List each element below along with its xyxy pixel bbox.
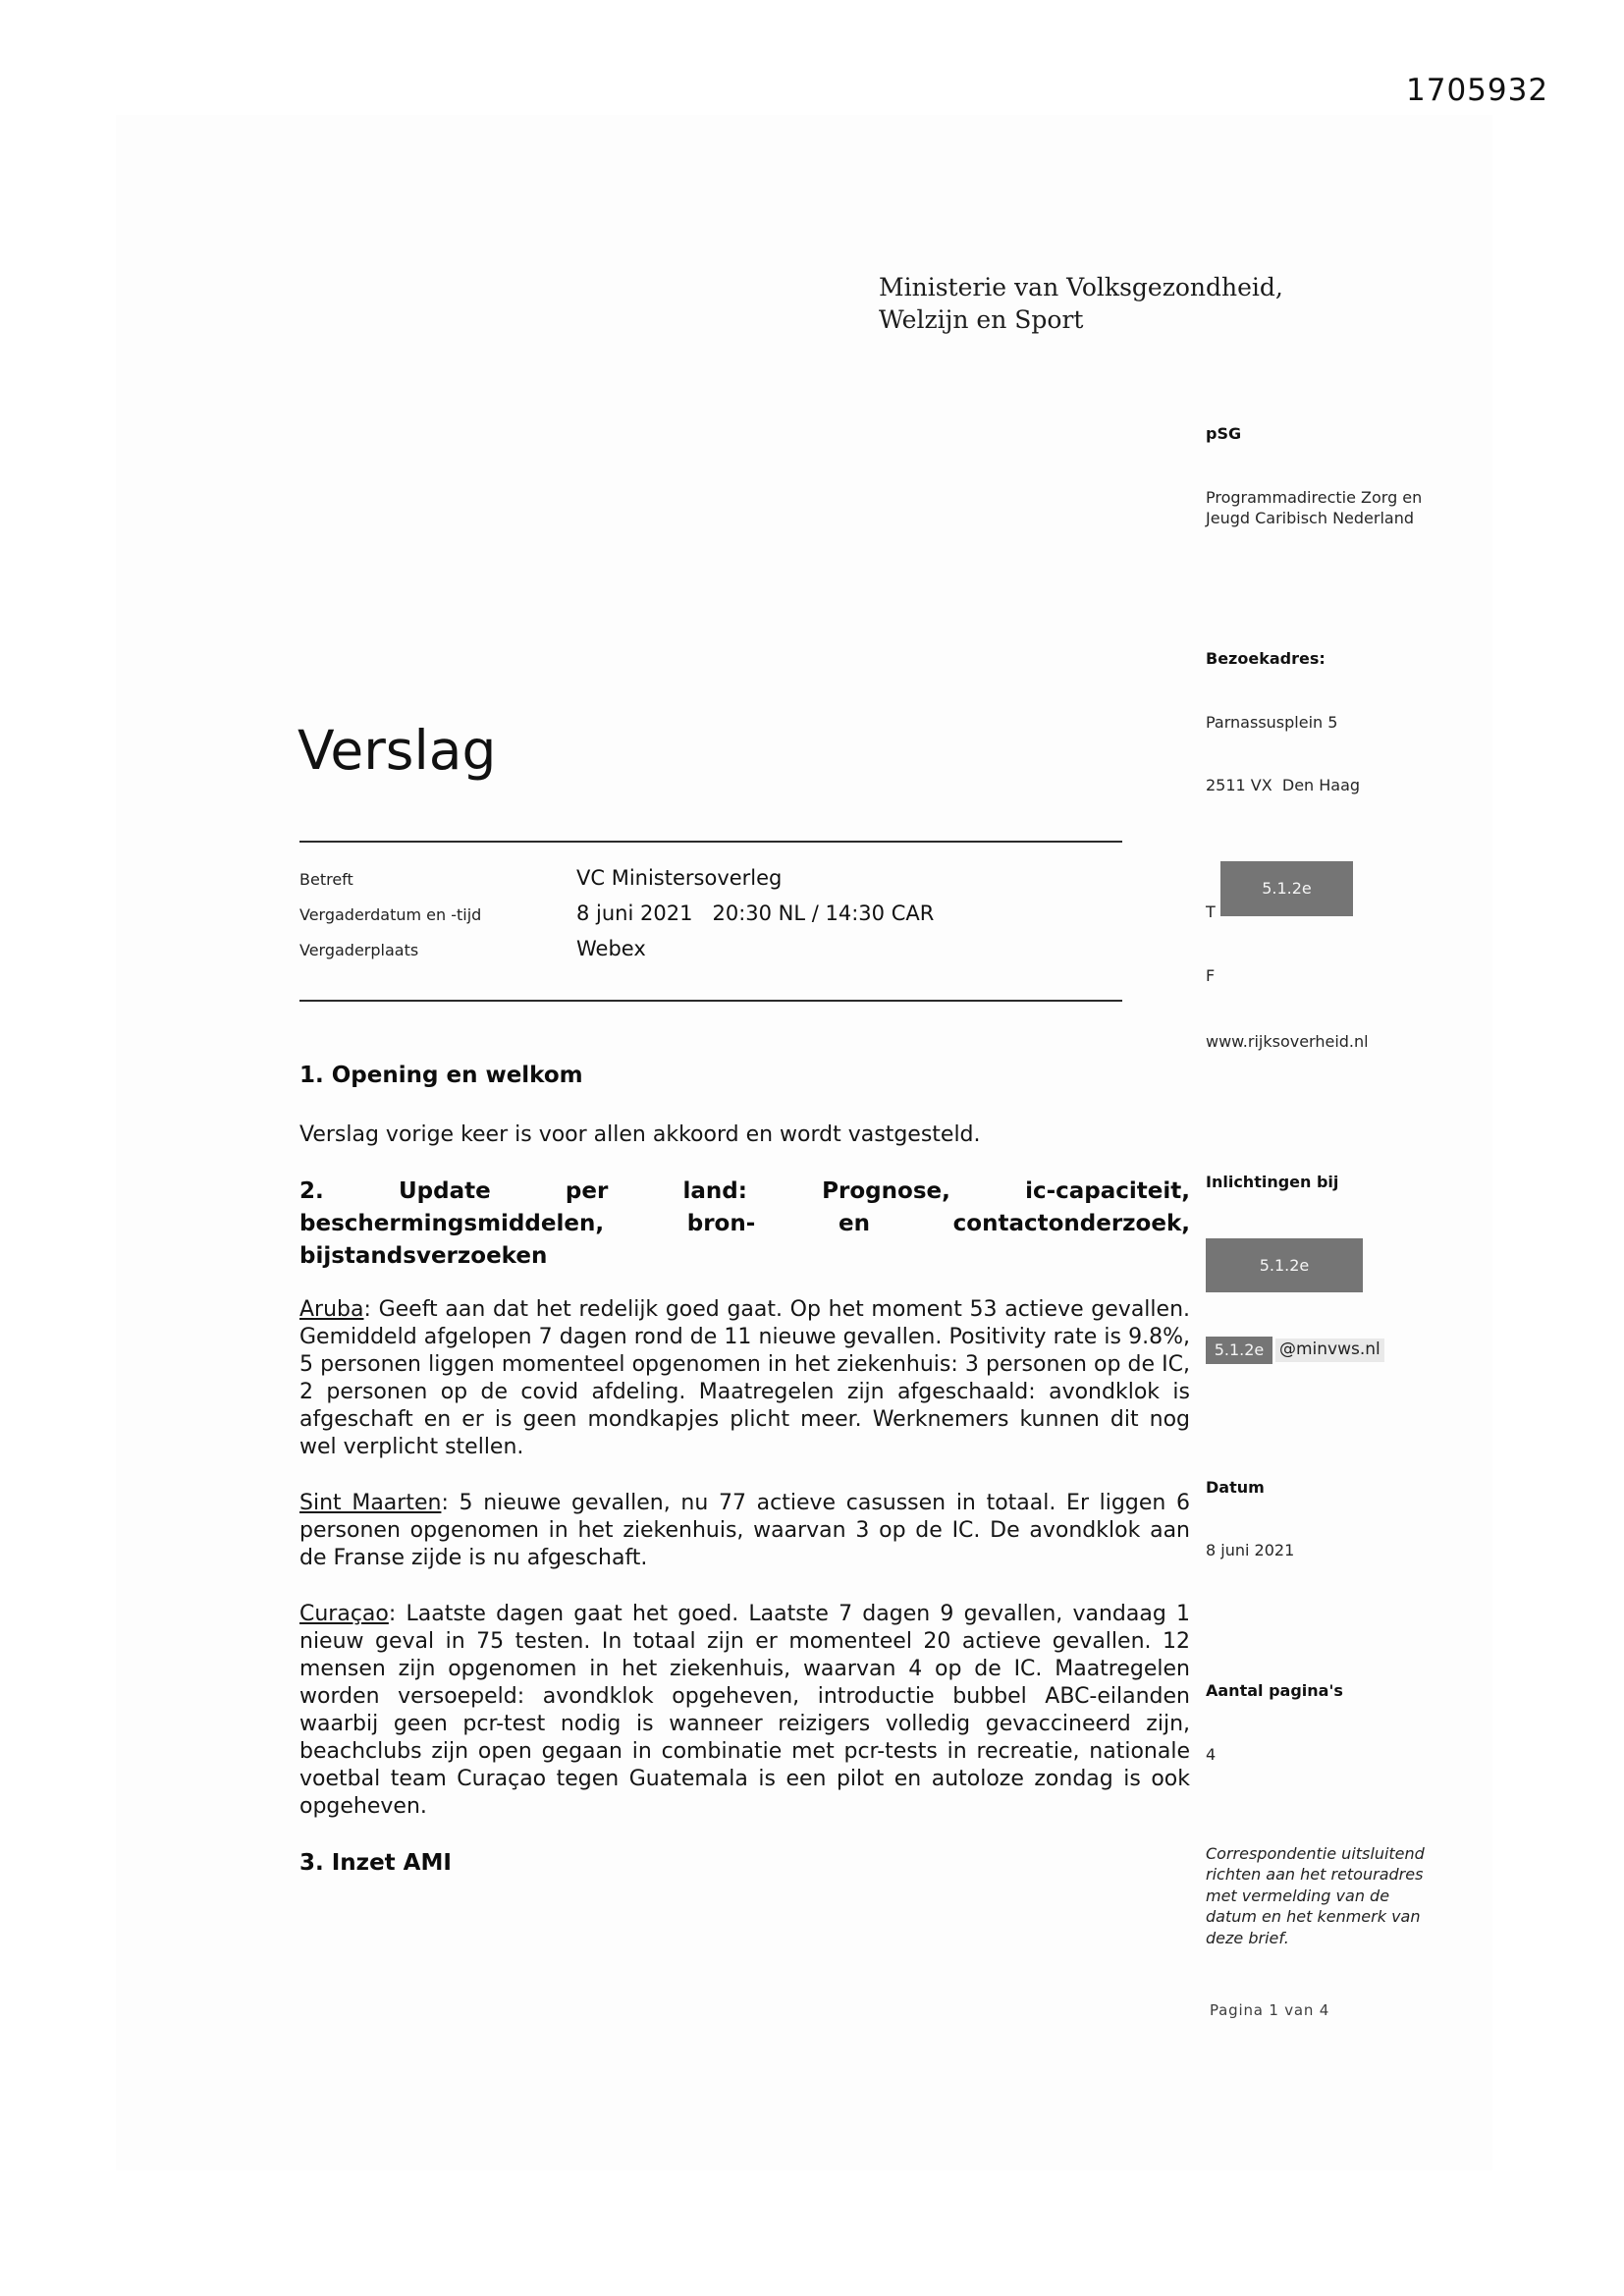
paragraph-curacao-label: Curaçao [299,1602,389,1626]
meta-row-location [299,937,1122,972]
ministry-name-line1: Ministerie van Volksgezondheid, [879,273,1283,301]
document-body [299,1061,1190,1877]
fax-prefix: F [1206,965,1216,985]
ministry-letterhead [879,271,1283,336]
page-count-value: 4 [1206,1744,1217,1764]
meta-value-subject: VC Ministersoverleg [576,866,783,890]
visit-address-street: Parnassusplein 5 [1206,712,1338,732]
email-domain: @minvws.nl [1275,1339,1384,1362]
visit-address-label: Bezoekadres: [1206,649,1326,668]
correspondence-note: Correspondentie uitsluitend richten aan het retouradres met vermelding van de datum en het kenmerk van deze brief. [1206,1843,1430,1947]
redaction-box-contact-name: 5.1.2e [1206,1238,1363,1292]
phone-fax-block [1206,859,1443,985]
letter-sidebar [1206,381,1443,1991]
date-value: 8 juni 2021 [1206,1541,1295,1559]
section2-heading-line2: beschermingsmiddelen, bron- en contactonderzoek, [299,1211,1190,1236]
meta-row-subject [299,866,1122,902]
sidebar-spacer [1206,1094,1443,1108]
redaction-box-phone: 5.1.2e [1220,861,1353,916]
section3-heading: 3. Inzet AMI [299,1850,452,1876]
visit-address-city: 2511 VX Den Haag [1206,776,1361,794]
org-unit-label: pSG [1206,424,1242,443]
meta-value-location: Webex [576,937,646,960]
website-url: www.rijksoverheid.nl [1206,1031,1369,1051]
paragraph-sint-maarten-label: Sint Maarten [299,1491,442,1515]
contact-label: Inlichtingen bij [1206,1172,1339,1191]
meeting-meta-table [299,841,1122,1002]
sidebar-spacer [1206,1604,1443,1617]
paragraph-aruba-label: Aruba [299,1297,364,1322]
page-count-label: Aantal pagina's [1206,1681,1343,1700]
section2-heading-line3: bijstandsverzoeken [299,1243,548,1269]
meta-row-datetime [299,902,1122,937]
meta-value-datetime: 8 juni 2021 20:30 NL / 14:30 CAR [576,902,935,925]
section2-heading [299,1175,1190,1273]
paragraph-aruba [299,1296,1190,1461]
paragraph-curacao [299,1601,1190,1821]
phone-prefix: T [1206,902,1216,921]
date-label: Datum [1206,1477,1265,1497]
paragraph-curacao-text: : Laatste dagen gaat het goed. Laatste 7 dagen 9 gevallen, vandaag 1 nieuw geval in 75 testen. In totaal zijn er momenteel 20 actieve gevallen. 12 mensen zijn opgenomen in het ziekenhuis, waarvan 4 op de IC. Maatregelen worden versoepeld: avondklok opgeheven, introductie bubbel ABC-eilanden waarbij geen pcr-test nodig is wanneer reizigers volledig gevaccineerd zijn, beachclubs zijn open gegaan in combinatie met pcr-tests in recreatie, nationale voetbal team Curaçao tegen Guatemala is een pilot en autoloze zondag is ook opgeheven. [299,1602,1190,1819]
email-row [1206,1337,1443,1364]
ministry-name-line2: Welzijn en Sport [879,305,1084,334]
sidebar-spacer [1206,1428,1443,1435]
section1-paragraph: Verslag vorige keer is voor allen akkoord en wordt vastgesteld. [299,1122,981,1147]
meta-label-subject: Betreft [299,870,353,889]
meta-label-datetime: Vergaderdatum en -tijd [299,905,482,924]
section1-heading: 1. Opening en welkom [299,1063,583,1088]
org-unit-name: Programmadirectie Zorg en Jeugd Caribisch Nederland [1206,487,1428,527]
redaction-box-email-user: 5.1.2e [1206,1337,1272,1364]
paragraph-aruba-text: : Geeft aan dat het redelijk goed gaat. Op het moment 53 actieve gevallen. Gemiddeld afgelopen 7 dagen rond de 11 nieuwe gevallen. Positivity rate is 9.8%, 5 personen liggen momenteel opgenomen in het ziekenhuis: 3 personen op de IC, 2 personen op de covid afdeling. Maatregelen zijn afgeschaald: avondklok is afgeschaft en er is geen mondkapjes plicht meer. Werknemers kunnen dit nog wel verplicht stellen. [299,1297,1190,1459]
meta-label-location: Vergaderplaats [299,941,419,959]
section2-heading-line1: 2. Update per land: Prognose, ic-capaciteit, [299,1178,1190,1204]
document-title: Verslag [298,719,497,782]
sidebar-spacer [1206,572,1443,585]
paragraph-sint-maarten [299,1490,1190,1572]
page-indicator: Pagina 1 van 4 [1210,2001,1330,2019]
document-id-number: 1705932 [1406,73,1549,108]
paragraph-sint-maarten-text: : 5 nieuwe gevallen, nu 77 actieve casussen in totaal. Er liggen 6 personen opgenomen in het ziekenhuis, waarvan 3 op de IC. De avondklok aan de Franse zijde is nu afgeschaft. [299,1491,1191,1570]
